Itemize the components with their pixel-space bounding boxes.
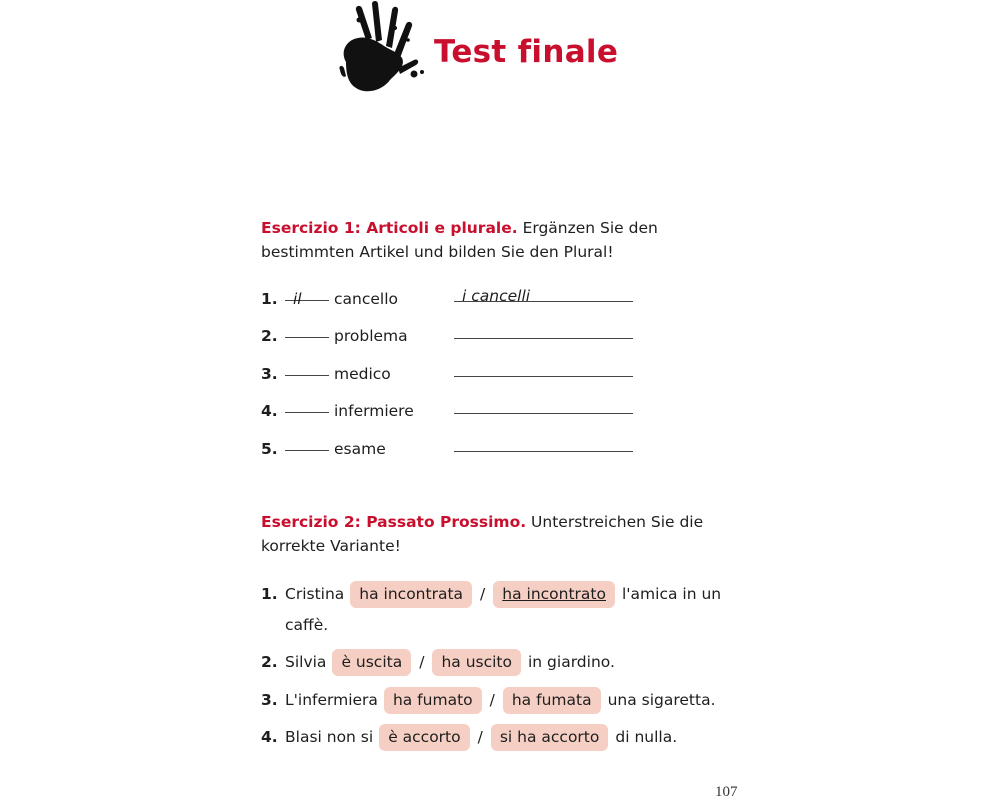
noun-text: infermiere [334,402,414,420]
plural-blank[interactable] [454,451,633,452]
exercise-1-heading [261,216,751,264]
sentence-start: Cristina [285,585,345,603]
article-blank[interactable] [285,337,329,338]
article-blank[interactable] [285,300,329,301]
plural-blank[interactable] [454,413,633,414]
exercise-2-title: Esercizio 2: Passato Prossimo. [261,513,527,531]
option-b-choice[interactable] [503,687,601,714]
sentence-continuation: caffè. [285,616,329,634]
item-number: 4. [261,402,278,420]
option-a-choice[interactable] [332,649,411,676]
item-number: 3. [261,365,278,383]
page-number: 107 [715,784,738,800]
article-blank[interactable] [285,450,329,451]
option-a-text: è accorto [388,727,461,746]
exercise-2-instruction: Unterstreichen Sie die korrekte Variante! [261,513,704,555]
option-a-choice[interactable] [350,581,472,608]
item-number: 3. [261,691,278,709]
item-number: 5. [261,440,278,458]
sentence-start: L'infermiera [285,691,378,709]
option-separator: / [480,585,486,603]
option-b-choice[interactable] [491,724,609,751]
option-separator: / [477,728,483,746]
sentence-start: Blasi non si [285,728,374,746]
article-blank[interactable] [285,412,329,413]
option-a-text: è uscita [341,652,403,671]
article-answer: il [293,290,302,308]
noun-text: esame [334,440,386,458]
option-a-text: ha fumato [392,690,473,709]
item-number: 2. [261,327,278,345]
option-b-text: ha incontrato [502,584,606,603]
plural-blank[interactable] [454,338,633,339]
item-number: 1. [261,290,278,308]
option-a-choice[interactable] [379,724,469,751]
option-b-choice[interactable] [493,581,615,608]
option-separator: / [419,653,425,671]
option-a-text: ha incontrata [359,584,464,603]
sentence-end: in giardino. [528,653,615,671]
sentence-end: una sigaretta. [607,691,716,709]
item-number: 1. [261,585,278,603]
exercise-2-heading [261,510,751,558]
option-b-text: si ha accorto [499,727,600,746]
noun-text: medico [334,365,391,383]
option-separator: / [489,691,495,709]
noun-text: cancello [334,290,398,308]
article-blank[interactable] [285,375,329,376]
page-title: Test finale [434,34,619,70]
sentence-end: l'amica in un [621,585,722,603]
exercise-1-title: Esercizio 1: Articoli e plurale. [261,219,518,237]
item-number: 4. [261,728,278,746]
sentence-end: di nulla. [615,728,678,746]
option-b-text: ha uscito [441,652,512,671]
sentence-start: Silvia [285,653,327,671]
plural-blank[interactable] [454,376,633,377]
plural-answer: i cancelli [462,287,531,305]
option-b-choice[interactable] [432,649,521,676]
noun-text: problema [334,327,408,345]
item-number: 2. [261,653,278,671]
option-b-text: ha fumata [511,690,592,709]
exercise-1-instruction: Ergänzen Sie den bestimmten Artikel und bilden Sie den Plural! [261,219,658,261]
option-a-choice[interactable] [384,687,482,714]
handprint-icon [336,0,426,96]
